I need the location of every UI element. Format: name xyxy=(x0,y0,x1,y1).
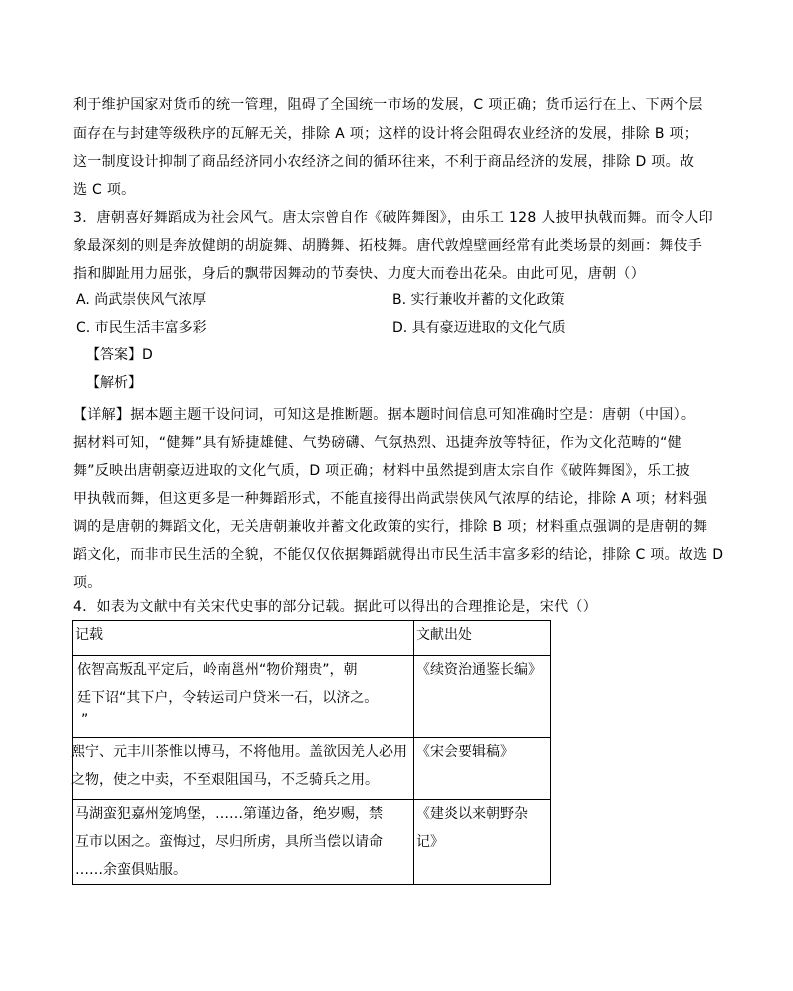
source-text: 《续资治通鉴长编》 xyxy=(416,662,542,678)
detail-line: 蹈文化，而非市民生活的全貌，不能仅仅依据舞蹈就得出市民生活丰富多彩的结论，排除 C 项。故选 D xyxy=(73,547,724,563)
record-text: 马湖蛮犯嘉州笼鸠堡，……第谨边备，绝岁赐，禁 xyxy=(75,806,383,822)
detail-line: 据材料可知，“健舞”具有矫捷雄健、气势磅礴、气氛热烈、迅捷奔放等特征，作为文化范畴的“健 xyxy=(73,435,682,451)
text-line: 选 C 项。 xyxy=(73,182,136,198)
table-row xyxy=(73,800,551,885)
table-header-record: 记载 xyxy=(73,621,414,656)
record-text: 之物，使之中卖，不至艰阻国马，不乏骑兵之用。 xyxy=(71,772,379,788)
source-text: 《宋会要辑稿》 xyxy=(416,744,514,760)
table-row xyxy=(73,738,551,800)
question-stem: 3．唐朝喜好舞蹈成为社会风气。唐太宗曾自作《破阵舞图》，由乐工 128 人披甲执戟而舞。而令人印 xyxy=(73,210,713,226)
text-line: 这一制度设计抑制了商品经济同小农经济之间的循环往来，不利于商品经济的发展，排除 D 项。故 xyxy=(73,154,695,170)
option-b: B. 实行兼收并蓄的文化政策 xyxy=(392,292,565,308)
detail-line: 舞”反映出唐朝豪迈进取的文化气质，D 项正确；材料中虽然提到唐太宗自作《破阵舞图》，乐工披 xyxy=(73,463,690,479)
detail-line: 调的是唐朝的舞蹈文化，无关唐朝兼收并蓄文化政策的实行，排除 B 项；材料重点强调的是唐朝的舞 xyxy=(73,519,708,535)
detail-line: 甲执戟而舞，但这更多是一种舞蹈形式，不能直接得出尚武崇侠风气浓厚的结论，排除 A 项；材料强 xyxy=(73,491,708,507)
option-a: A. 尚武崇侠风气浓厚 xyxy=(76,292,207,308)
option-c: C. 市民生活丰富多彩 xyxy=(76,320,207,336)
record-text: 熙宁、元丰川茶惟以博马，不将他用。盖欲因羌人必用 xyxy=(71,744,407,760)
option-d: D. 具有豪迈进取的文化气质 xyxy=(392,320,566,336)
question-stem: 4．如表为文献中有关宋代史事的部分记载。据此可以得出的合理推论是，宋代（） xyxy=(73,599,598,615)
record-text: ” xyxy=(81,712,89,728)
record-cell xyxy=(73,656,414,738)
table-row xyxy=(73,656,551,738)
table-header-row xyxy=(73,621,551,656)
table-header-source: 文献出处 xyxy=(414,621,551,656)
source-cell xyxy=(414,656,551,738)
records-table xyxy=(72,620,551,885)
text-line: 面存在与封建等级秩序的瓦解无关，排除 A 项；这样的设计将会阻碍农业经济的发展，排除 B 项； xyxy=(73,126,699,142)
question-stem: 指和脚趾用力屈张，身后的飘带因舞动的节奏快、力度大而卷出花朵。由此可见，唐朝（） xyxy=(73,266,645,282)
source-cell xyxy=(414,738,551,800)
record-text: 依智高叛乱平定后，岭南邕州“物价翔贵”，朝 xyxy=(77,662,358,678)
detail-line: 【详解】据本题主题干设问词，可知这是推断题。据本题时间信息可知准确时空是：唐朝（中国）。 xyxy=(73,407,696,423)
answer-label: 【答案】D xyxy=(86,347,153,363)
record-cell xyxy=(73,800,414,885)
source-text: 《建炎以来朝野杂 xyxy=(416,806,528,822)
source-cell xyxy=(414,800,551,885)
question-stem: 象最深刻的则是奔放健朗的胡旋舞、胡腾舞、拓枝舞。唐代敦煌壁画经常有此类场景的刻画：舞伎手 xyxy=(73,238,703,254)
record-text: 互市以困之。蛮悔过，尽归所虏，具所当偿以请命 xyxy=(75,834,383,850)
detail-line: 项。 xyxy=(73,575,102,591)
text-line: 利于维护国家对货币的统一管理，阻碍了全国统一市场的发展，C 项正确；货币运行在上、下两个层 xyxy=(73,97,703,113)
record-cell xyxy=(73,738,414,800)
source-text: 记》 xyxy=(416,834,444,850)
record-text: 廷下诏“其下户，令转运司户贷米一石，以济之。 xyxy=(77,690,379,706)
analysis-label: 【解析】 xyxy=(86,375,142,391)
record-text: ……余蛮俱贴服。 xyxy=(75,862,187,878)
